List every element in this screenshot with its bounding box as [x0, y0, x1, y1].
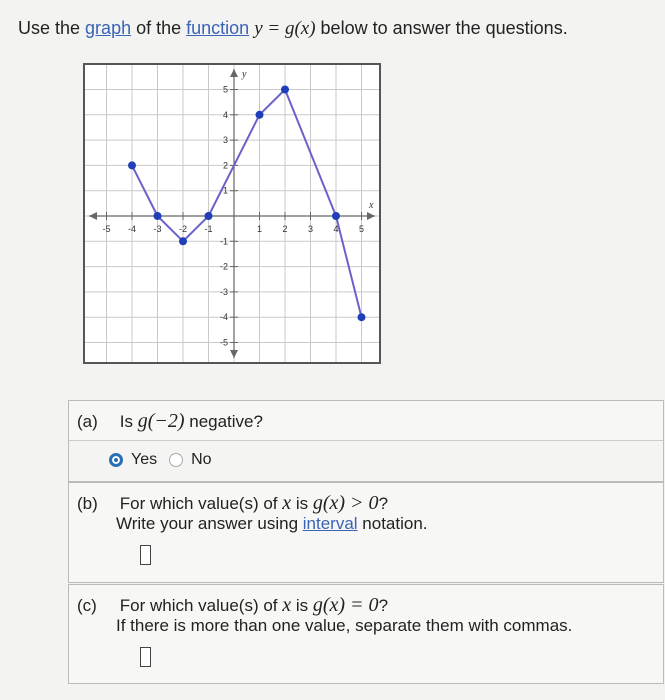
- question-b-text-end: ?: [378, 494, 389, 513]
- x-tick-label: -3: [153, 224, 162, 234]
- graph-point: [256, 111, 264, 119]
- graph-point: [154, 212, 162, 220]
- graph-point: [332, 212, 340, 220]
- question-b-instruction-end: notation.: [357, 514, 428, 533]
- question-a-answer-area: [69, 440, 663, 481]
- question-c-panel: [68, 584, 664, 684]
- x-axis-arrow-right: [367, 212, 375, 220]
- x-tick-label: -1: [204, 224, 213, 234]
- y-tick-label: 3: [222, 135, 228, 146]
- x-axis-label: x: [369, 200, 374, 211]
- question-b-expression: g(x) > 0: [312, 492, 379, 514]
- graph-point: [179, 237, 187, 245]
- question-a-text-end: negative?: [184, 412, 263, 431]
- no-option[interactable]: [169, 451, 211, 469]
- intro-text-mid: of the: [131, 18, 187, 38]
- yes-label: Yes: [131, 451, 158, 468]
- question-c-label: (c): [77, 596, 97, 615]
- question-b-label: (b): [77, 494, 98, 513]
- interval-link[interactable]: interval: [302, 514, 358, 533]
- graph-point: [281, 86, 289, 94]
- y-axis-arrow-up: [230, 69, 238, 77]
- question-b-panel: [68, 482, 664, 583]
- y-tick-label: 1: [222, 185, 228, 196]
- x-tick-label: 2: [282, 224, 288, 234]
- question-b-text-mid: is: [291, 494, 313, 513]
- question-a-label: (a): [77, 412, 98, 431]
- x-axis-arrow-left: [89, 212, 97, 220]
- function-graph: [83, 63, 381, 364]
- no-label: No: [191, 451, 212, 468]
- function-curve: [132, 90, 365, 318]
- yes-radio[interactable]: [109, 453, 123, 467]
- graph-point: [128, 161, 136, 169]
- question-c-instruction: If there is more than one value, separate them with commas.: [116, 616, 573, 635]
- yes-no-radio-group: [109, 451, 224, 469]
- question-b-instruction: [116, 514, 428, 534]
- y-axis-label: y: [242, 69, 247, 80]
- question-c: [77, 594, 388, 617]
- x-tick-label: -4: [127, 224, 137, 234]
- x-tick-label: -2: [178, 224, 188, 234]
- question-c-answer-input[interactable]: [140, 647, 151, 667]
- question-c-text-mid: is: [291, 596, 313, 615]
- x-tick-label: 3: [307, 224, 314, 234]
- yes-option[interactable]: [109, 451, 157, 469]
- x-tick-label: -5: [102, 224, 111, 234]
- question-a-expression: g(−2): [137, 410, 185, 432]
- question-b-text: For which value(s) of: [119, 494, 283, 513]
- question-c-variable: x: [282, 594, 292, 616]
- y-tick-label: 4: [222, 109, 228, 120]
- question-b: [77, 492, 388, 515]
- x-tick-label: 5: [358, 224, 365, 234]
- intro-text: Use the: [18, 18, 86, 38]
- question-b-answer-input[interactable]: [140, 545, 151, 565]
- question-b-variable: x: [282, 492, 292, 514]
- x-tick-label: 1: [256, 224, 263, 234]
- function-link[interactable]: function: [186, 18, 250, 38]
- y-tick-label: 2: [222, 160, 228, 171]
- function-expression: y = g(x): [254, 18, 316, 39]
- question-c-expression: g(x) = 0: [312, 594, 379, 616]
- intro-text-end: below to answer the questions.: [315, 18, 568, 38]
- instructions: [18, 18, 568, 40]
- y-tick-label: -2: [219, 261, 228, 272]
- y-tick-label: -5: [219, 337, 228, 348]
- question-a: [77, 410, 263, 433]
- graph-point: [205, 212, 213, 220]
- no-radio[interactable]: [169, 453, 183, 467]
- graph-link[interactable]: graph: [85, 18, 132, 38]
- graph-point: [358, 313, 366, 321]
- x-tick-label: 4: [333, 224, 339, 234]
- y-axis-arrow-down: [230, 350, 238, 358]
- question-a-panel: [68, 400, 664, 482]
- question-a-text: Is: [119, 412, 138, 431]
- question-b-instruction-text: Write your answer using: [116, 514, 303, 533]
- graph-canvas: [85, 65, 379, 362]
- y-tick-label: 5: [222, 84, 228, 95]
- question-c-text: For which value(s) of: [119, 596, 283, 615]
- y-tick-label: -1: [219, 236, 228, 247]
- y-tick-label: -3: [219, 286, 228, 297]
- y-tick-label: -4: [219, 312, 228, 323]
- question-c-text-end: ?: [378, 596, 389, 615]
